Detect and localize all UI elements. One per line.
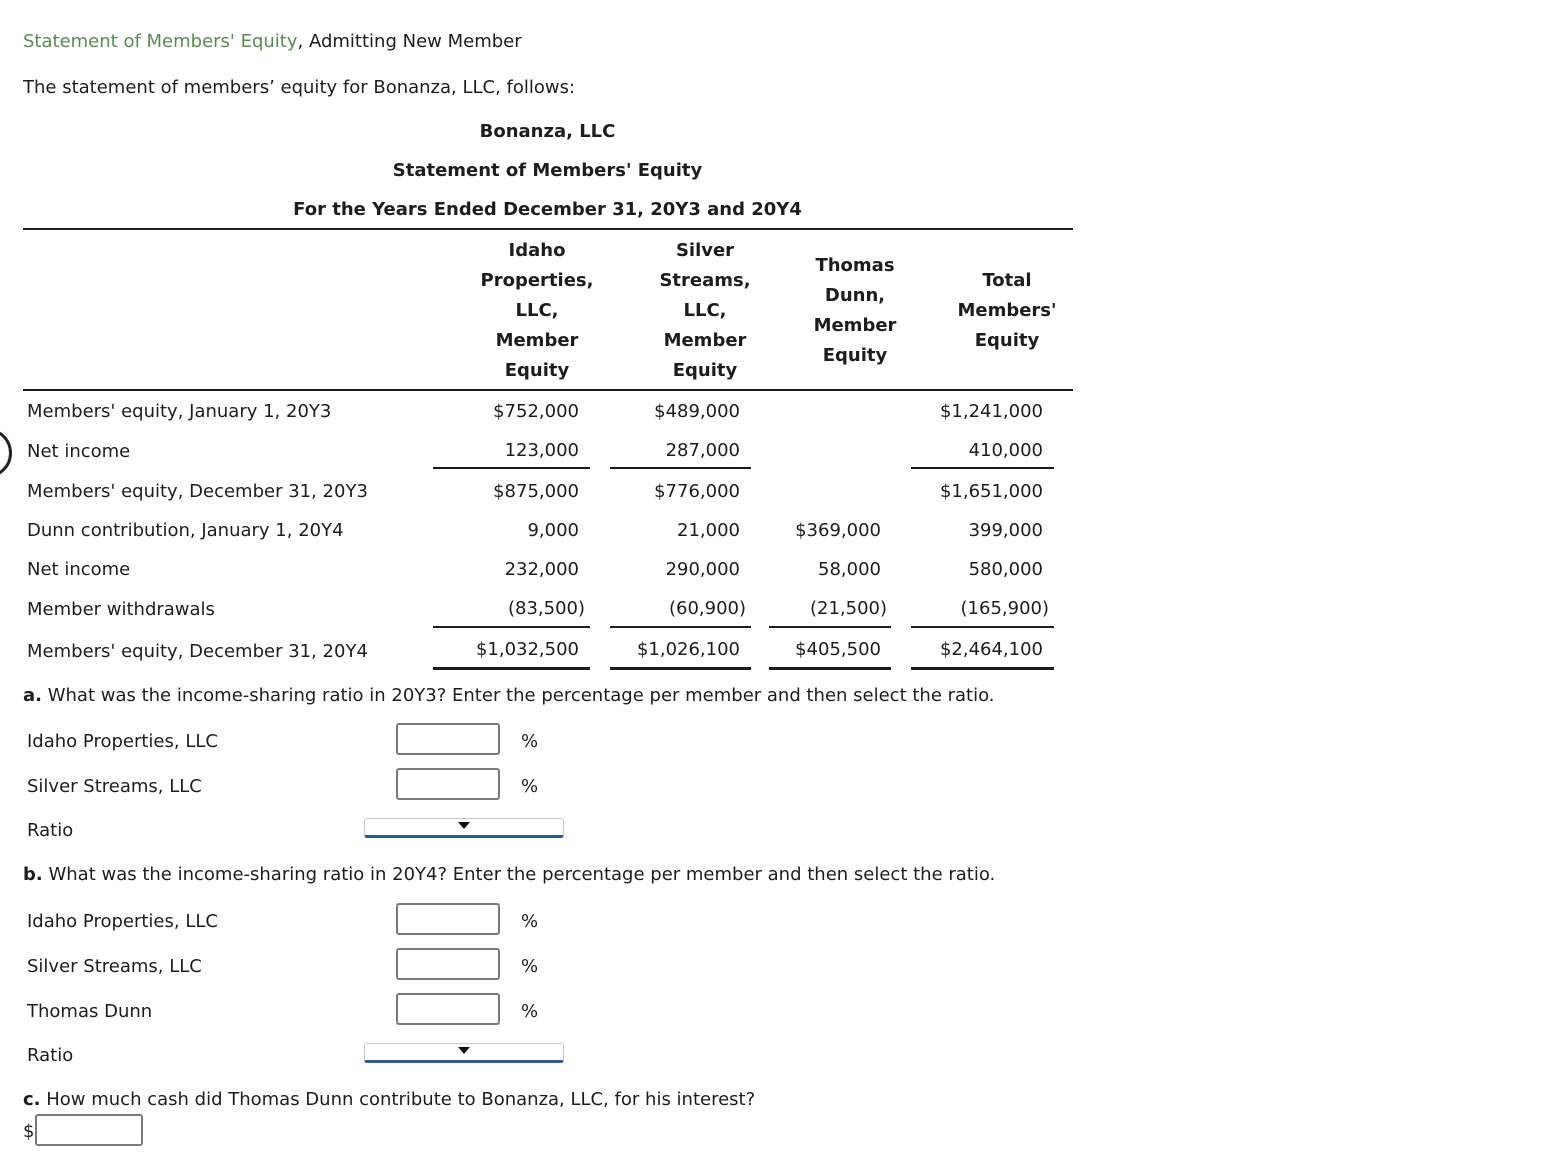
subtotal-underline (433, 467, 590, 469)
cell-thomas: (21,500) (809, 598, 887, 619)
cell-idaho: (83,500) (507, 598, 585, 619)
qb-thomas-percent-sign: % (521, 1001, 539, 1022)
row-label-dunn-contribution: Dunn contribution, January 1, 20Y4 (27, 520, 344, 541)
cell-silver: 287,000 (665, 440, 740, 461)
column-header-thomas: Thomas Dunn, Member Equity (813, 255, 897, 366)
subtotal-underline (769, 626, 891, 628)
subtotal-underline (433, 626, 590, 628)
qa-ratio-label: Ratio (27, 820, 74, 841)
dropdown-arrow-icon (458, 1047, 470, 1054)
qa-idaho-percent-input[interactable] (396, 723, 500, 755)
statement-name: Statement of Members' Equity (392, 160, 703, 181)
qb-silver-percent-sign: % (521, 956, 539, 977)
cell-idaho: 9,000 (527, 520, 579, 541)
title-rest: , Admitting New Member (297, 31, 522, 52)
qb-ratio-label: Ratio (27, 1045, 74, 1066)
row-label-jan1-20y3: Members' equity, January 1, 20Y3 (27, 401, 332, 422)
qb-idaho-percent-input[interactable] (396, 903, 500, 935)
cell-idaho: $1,032,500 (475, 639, 579, 660)
subtotal-underline (911, 467, 1054, 469)
subtotal-underline (911, 626, 1054, 628)
subtotal-underline (610, 626, 751, 628)
total-double-underline (769, 667, 891, 670)
cell-silver: $489,000 (654, 401, 740, 422)
cell-total: (165,900) (960, 598, 1049, 619)
qa-ratio-select[interactable] (364, 818, 564, 838)
question-a: a. What was the income-sharing ratio in 20Y3? Enter the percentage per member and then select the ratio. (23, 685, 995, 706)
cell-total: $1,241,000 (939, 401, 1043, 422)
qa-silver-percent-sign: % (521, 776, 539, 797)
cell-thomas: $405,500 (795, 639, 881, 660)
subtotal-underline (610, 467, 751, 469)
cell-total: $1,651,000 (939, 481, 1043, 502)
question-b: b. What was the income-sharing ratio in 20Y4? Enter the percentage per member and then select the ratio. (23, 864, 996, 885)
cell-total: 410,000 (968, 440, 1043, 461)
page-title (23, 31, 522, 52)
cell-silver: 290,000 (665, 559, 740, 580)
qc-cash-input[interactable] (35, 1114, 143, 1146)
qb-label-idaho: Idaho Properties, LLC (27, 911, 218, 932)
header-top-rule (23, 228, 1073, 230)
cell-idaho: 232,000 (504, 559, 579, 580)
column-header-silver: Silver Streams, LLC, Member Equity (659, 240, 751, 381)
total-double-underline (911, 667, 1054, 670)
cell-silver: $776,000 (654, 481, 740, 502)
row-label-dec31-20y3: Members' equity, December 31, 20Y3 (27, 481, 368, 502)
cell-silver: 21,000 (677, 520, 740, 541)
total-double-underline (610, 667, 751, 670)
cell-total: 399,000 (968, 520, 1043, 541)
column-header-total: Total Members' Equity (957, 270, 1057, 351)
cell-silver: (60,900) (668, 598, 746, 619)
qb-label-thomas: Thomas Dunn (27, 1001, 153, 1022)
qa-label-idaho: Idaho Properties, LLC (27, 731, 218, 752)
row-label-member-withdrawals: Member withdrawals (27, 599, 215, 620)
company-name: Bonanza, LLC (479, 121, 616, 142)
qa-idaho-percent-sign: % (521, 731, 539, 752)
cell-total: $2,464,100 (939, 639, 1043, 660)
dropdown-arrow-icon (458, 822, 470, 829)
row-label-net-income-20y3: Net income (27, 441, 131, 462)
qb-thomas-percent-input[interactable] (396, 993, 500, 1025)
question-c: c. How much cash did Thomas Dunn contribute to Bonanza, LLC, for his interest? (23, 1089, 756, 1110)
header-bottom-rule (23, 389, 1073, 391)
qb-idaho-percent-sign: % (521, 911, 539, 932)
row-label-dec31-20y4: Members' equity, December 31, 20Y4 (27, 641, 368, 662)
row-label-net-income-20y4: Net income (27, 559, 131, 580)
title-link[interactable]: Statement of Members' Equity (23, 31, 298, 52)
total-double-underline (433, 667, 590, 670)
qa-silver-percent-input[interactable] (396, 768, 500, 800)
intro-text: The statement of members’ equity for Bonanza, LLC, follows: (23, 77, 576, 98)
cursor-circle-mark (0, 428, 12, 478)
cell-thomas: 58,000 (818, 559, 881, 580)
cell-silver: $1,026,100 (636, 639, 740, 660)
column-header-idaho: Idaho Properties, LLC, Member Equity (480, 240, 594, 381)
qc-currency-sign: $ (23, 1121, 35, 1142)
qb-silver-percent-input[interactable] (396, 948, 500, 980)
cell-thomas: $369,000 (795, 520, 881, 541)
qb-ratio-select[interactable] (364, 1043, 564, 1063)
statement-period: For the Years Ended December 31, 20Y3 and 20Y4 (293, 199, 802, 220)
cell-idaho: 123,000 (504, 440, 579, 461)
qb-label-silver: Silver Streams, LLC (27, 956, 202, 977)
cell-idaho: $875,000 (493, 481, 579, 502)
qa-label-silver: Silver Streams, LLC (27, 776, 202, 797)
cell-idaho: $752,000 (493, 401, 579, 422)
cell-total: 580,000 (968, 559, 1043, 580)
